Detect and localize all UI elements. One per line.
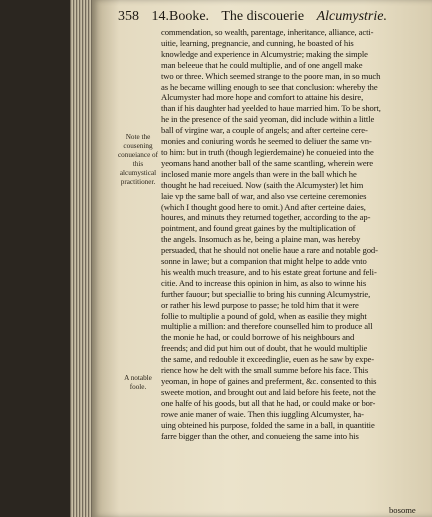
text-line: the same, and redouble it exceedinglie, euen as he saw by expe- xyxy=(161,354,374,365)
text-line: than if his daughter had yeelded to haue married him. To be short, xyxy=(161,103,381,114)
book-title: The discouerie xyxy=(221,9,305,24)
text-line: as he became willing enough to see that conclusion: whereby the xyxy=(161,81,378,92)
text-line: freends; and did put him out of doubt, that he would multiplie xyxy=(161,343,368,354)
text-line: uing obteined his purpose, folded the same in a ball, in quantitie xyxy=(161,419,375,430)
margin-note: A notable foole. xyxy=(124,374,152,391)
text-line: rowe anie maner of waie. Then this iuggling Alcumyster, ha- xyxy=(161,408,364,419)
text-line: pointment, and found great gaines by the multiplication of xyxy=(161,223,356,234)
text-line: citie. And to increase this opinion in him, as also to winne his xyxy=(161,277,367,288)
section-topic: Alcumystrie. xyxy=(316,9,387,24)
text-line: persuaded, that he should not onelie haue a rare and notable god- xyxy=(161,245,378,256)
running-head xyxy=(118,9,418,27)
text-line: laie vp the same ball of war, and also vse certeine ceremonies xyxy=(161,190,367,201)
text-line: Alcumyster had more hope and comfort to attaine his desire, xyxy=(161,92,364,103)
page-number: 358 xyxy=(118,9,139,24)
text-line: yeomans hand another ball of the same scantling, wherein were xyxy=(161,157,374,168)
text-line: or rather his lewd purpose to passe; he told him that it were xyxy=(161,299,359,310)
text-line: (which I thought good here to omit.) And after certeine daies, xyxy=(161,201,366,212)
text-line: follie to multiplie a pound of gold, when as easilie they might xyxy=(161,310,367,321)
text-line: he in the presence of the said yeoman, did include within a little xyxy=(161,114,375,125)
body-text xyxy=(161,27,421,441)
text-line: uitie, learning, pregnancie, and cunning, he boasted of his xyxy=(161,37,354,48)
text-line: thought he had receiued. Now (saith the Alcumyster) let him xyxy=(161,179,364,190)
text-line: man beleeue that he could multiplie, and of one angell make xyxy=(161,59,363,70)
text-line: inclosed manie more angels than were in the ball which he xyxy=(161,168,357,179)
catchword: bosome xyxy=(389,505,416,515)
book-number: 14.Booke. xyxy=(151,9,210,24)
text-line: his wealth much treasure, and to his estate great fortune and feli- xyxy=(161,266,377,277)
text-line: the monie he had, or could borrowe of his neighbours and xyxy=(161,332,355,343)
margin-note: Note the cousening conueiance of this alcumystical practitioner. xyxy=(117,133,159,186)
text-line: two or three. Which seemed strange to the poore man, in so much xyxy=(161,70,381,81)
text-line: sweete motion, and brought out and laid before his feete, not the xyxy=(161,386,376,397)
text-line: the angels. Insomuch as he, being a plaine man, was hereby xyxy=(161,234,361,245)
text-line: further fauour; but speciallie to bring his cunning Alcumystrie, xyxy=(161,288,371,299)
text-line: yeoman, in hope of gaines and preferment, &c. consented to this xyxy=(161,376,377,386)
text-line: monies and coniuring words he seemed to deliuer the same vn- xyxy=(161,136,372,147)
text-line: one halfe of his goods, but all that he had, or could make or bor- xyxy=(161,397,376,408)
text-line: commendation, so wealth, parentage, inheritance, alliance, acti- xyxy=(161,27,374,37)
text-line: multiplie a million: and therefore counselled him to produce all xyxy=(161,321,373,332)
text-line: ball of virgine war, a couple of angels; and after certeine cere- xyxy=(161,125,368,136)
text-line: farre bigger than the other, and conueieng the same into his xyxy=(161,430,359,441)
text-line: houres, and minuts they returned together, according to the ap- xyxy=(161,212,371,223)
text-line: sonne in lawe; but a companion that might helpe to adde vnto xyxy=(161,256,367,267)
text-line: knowledge and experience in Alcumystrie; making the simple xyxy=(161,48,368,59)
text-line: rience how he delt with the small summe before his face. This xyxy=(161,365,369,376)
text-line: to him: but in truth (though legierdemaine) he conueied into the xyxy=(161,146,374,157)
